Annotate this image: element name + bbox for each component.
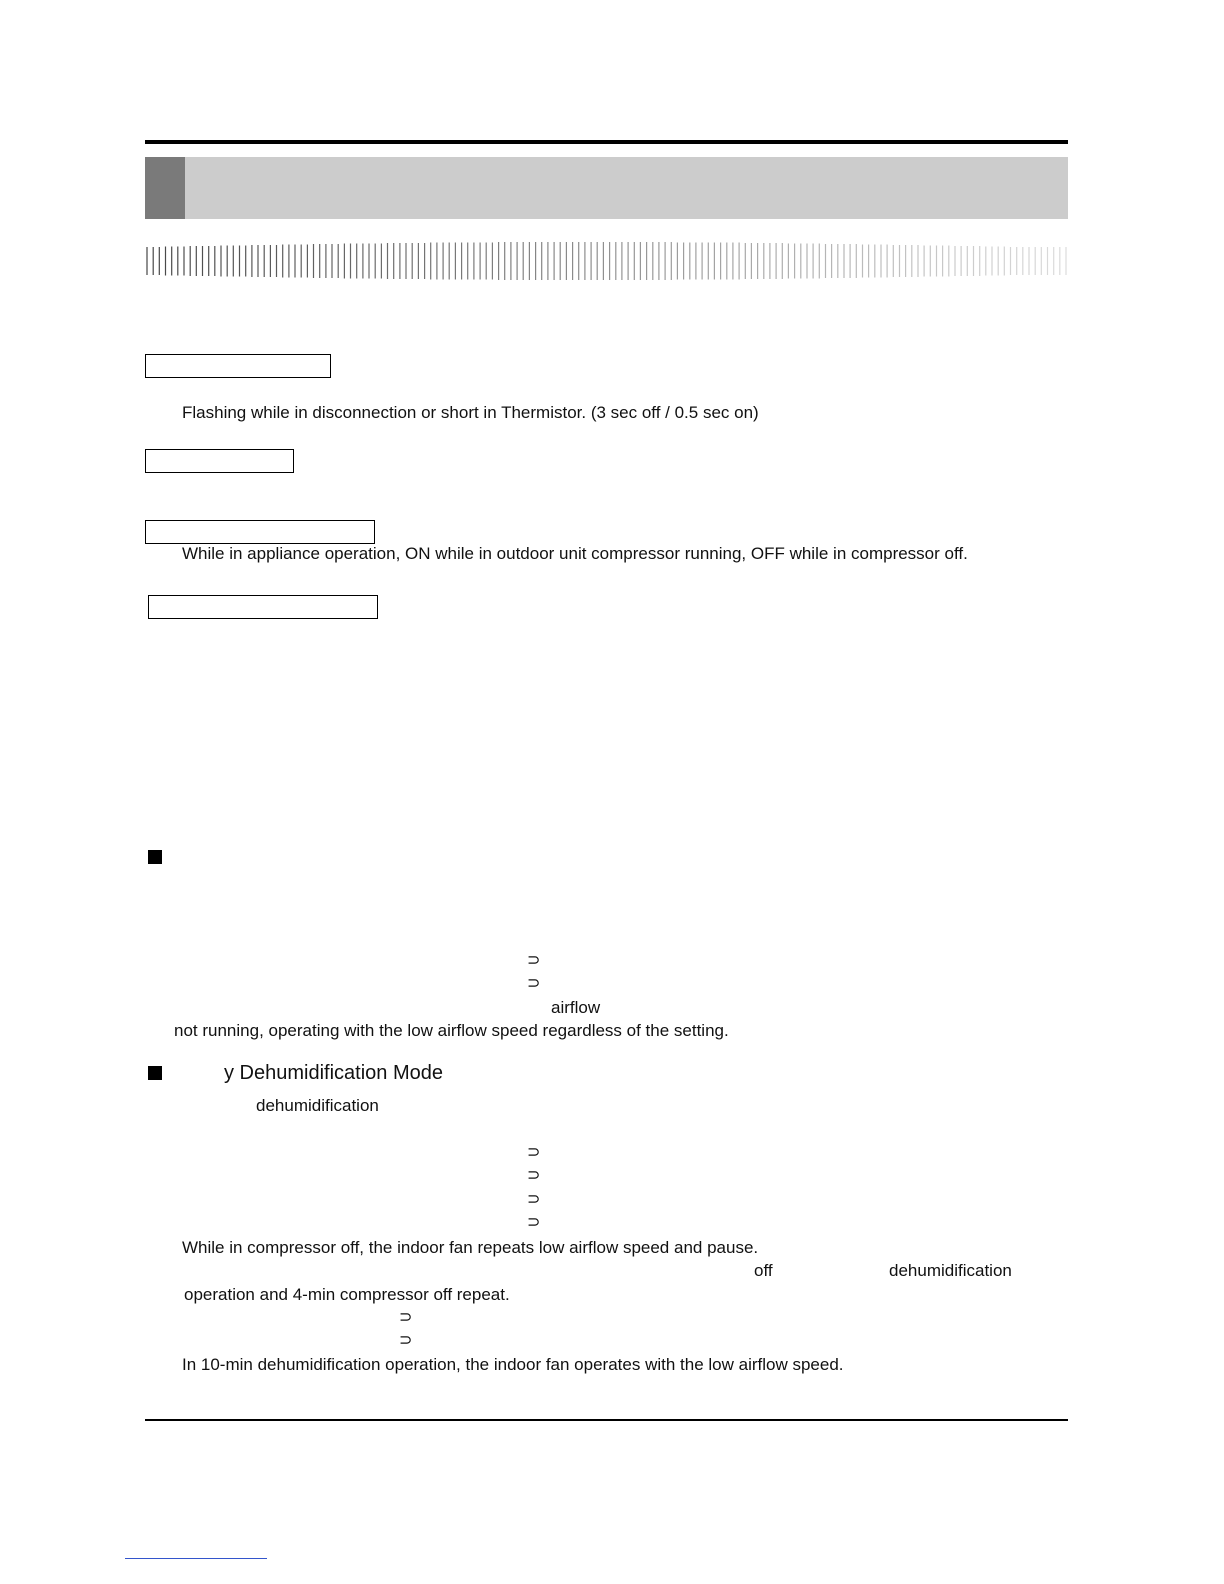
label-box-thermistor [145,354,331,378]
airflow-word: airflow [551,998,601,1017]
footer-link-underline [125,1558,267,1559]
bottom-rule [145,1419,1068,1421]
dehumidification-word: dehumidification [256,1096,379,1115]
compressor-led-text: While in appliance operation, ON while in outdoor unit compressor running, OFF while in compressor off. [182,544,968,563]
label-box-fourth [148,595,378,619]
arrow-icon: ⊃ [527,973,541,992]
arrow-icon: ⊃ [527,1142,541,1161]
top-rule [145,140,1068,144]
arrow-icon: ⊃ [399,1307,413,1326]
decorative-stripe-bar [145,240,1068,282]
section-title-band [145,157,1068,219]
thermistor-led-text: Flashing while in disconnection or short in Thermistor. (3 sec off / 0.5 sec on) [182,403,759,422]
section-bullet-dry [148,1066,162,1080]
arrow-icon: ⊃ [399,1330,413,1349]
label-box-compressor [145,520,375,544]
repeat-cycle-text: operation and 4-min compressor off repeat. [184,1285,510,1304]
fan-pause-text: While in compressor off, the indoor fan repeats low airflow speed and pause. [182,1238,759,1257]
arrow-icon: ⊃ [527,950,541,969]
section-title-tab [145,157,185,219]
dehumidification-word-right: dehumidification [889,1261,1012,1280]
arrow-icon: ⊃ [527,1165,541,1184]
label-box-second [145,449,294,473]
section-bullet-fan [148,850,162,864]
fan-low-speed-text: not running, operating with the low airflow speed regardless of the setting. [174,1021,729,1040]
arrow-icon: ⊃ [527,1212,541,1231]
dry-mode-heading: y Dehumidification Mode [224,1062,443,1084]
arrow-icon: ⊃ [527,1189,541,1208]
off-word: off [754,1261,773,1280]
low-speed-operation-text: In 10-min dehumidification operation, the indoor fan operates with the low airflow speed. [182,1355,844,1374]
